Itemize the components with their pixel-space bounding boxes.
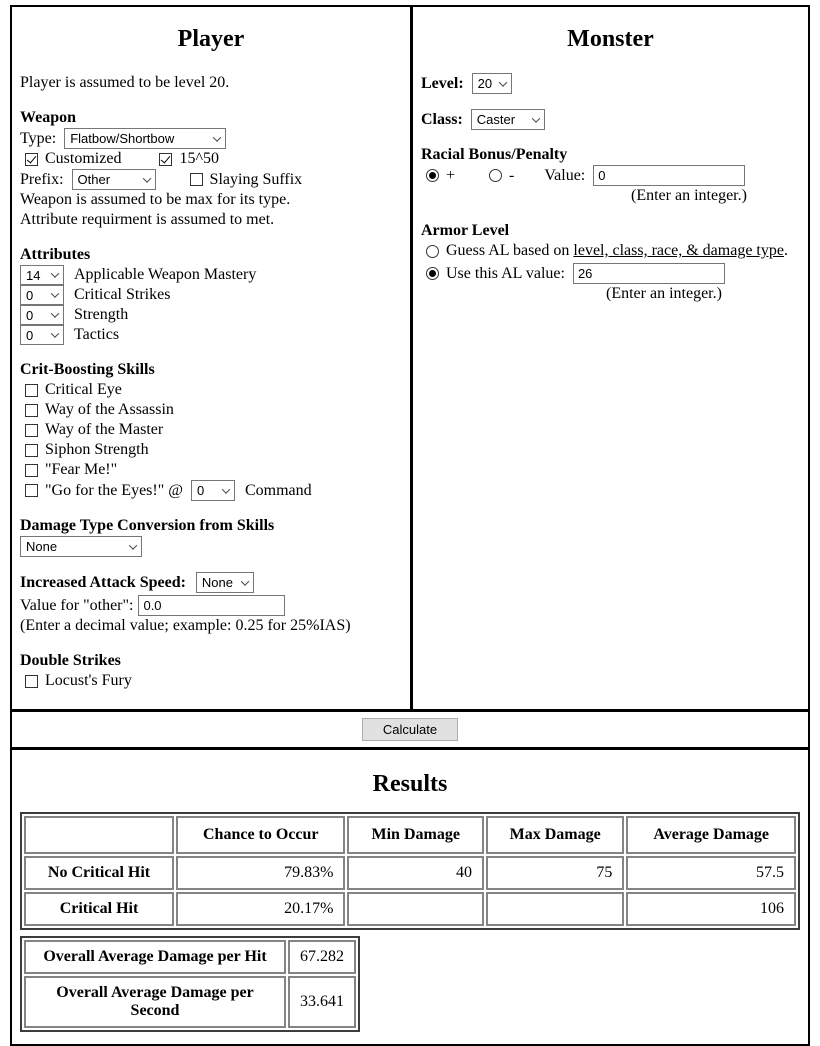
no-crit-avg: 57.5 — [626, 856, 796, 890]
crit-skill-row — [20, 440, 402, 460]
ias-note: (Enter a decimal value; example: 0.25 for 25%IAS) — [20, 617, 351, 634]
attribute-row — [20, 265, 402, 285]
locusts-fury-row — [20, 671, 402, 691]
monster-panel — [413, 7, 808, 709]
table-row — [24, 892, 796, 926]
chevron-down-icon — [241, 577, 249, 585]
attribute-row — [20, 285, 402, 305]
armor-use-radio[interactable] — [426, 267, 439, 280]
ias-other-input[interactable] — [138, 595, 285, 616]
crit-max — [486, 892, 624, 926]
attribute-row — [20, 305, 402, 325]
chevron-down-icon — [498, 78, 506, 86]
prefix-label: Prefix: — [20, 170, 64, 188]
tactics-select[interactable] — [20, 325, 64, 345]
armor-al-input[interactable] — [573, 263, 725, 284]
results-header-min: Min Damage — [347, 816, 483, 854]
racial-value-input[interactable] — [593, 165, 745, 186]
gfte-rank-select[interactable] — [191, 480, 235, 501]
crit-skill-row — [20, 380, 402, 400]
critical-eye-label: Critical Eye — [45, 381, 122, 398]
strength-label: Strength — [74, 306, 129, 323]
slaying-suffix-label: Slaying Suffix — [209, 170, 303, 188]
ias-other-row — [20, 595, 402, 616]
gfte-command-label: Command — [244, 481, 312, 499]
chevron-down-icon — [222, 485, 230, 493]
results-section — [12, 770, 808, 1044]
critical-strikes-label: Critical Strikes — [74, 286, 171, 303]
ias-row — [20, 572, 402, 593]
attributes-heading: Attributes — [20, 246, 91, 263]
racial-heading: Racial Bonus/Penalty — [421, 146, 568, 163]
results-header-empty — [24, 816, 174, 854]
overall-per-second-value: 33.641 — [288, 976, 356, 1028]
no-crit-chance: 79.83% — [176, 856, 345, 890]
ias-value: None — [201, 574, 233, 590]
player-title: Player — [177, 26, 245, 52]
no-crit-label: No Critical Hit — [24, 856, 174, 890]
results-title: Results — [372, 771, 448, 797]
double-strikes-heading: Double Strikes — [20, 652, 121, 669]
no-crit-min: 40 — [347, 856, 483, 890]
weapon-max-note: Weapon is assumed to be max for its type. — [20, 191, 291, 208]
damage-conversion-heading: Damage Type Conversion from Skills — [20, 517, 275, 534]
monster-level-label: Level: — [421, 74, 464, 92]
weapon-heading: Weapon — [20, 109, 77, 126]
ias-select[interactable] — [196, 572, 254, 593]
monster-title: Monster — [567, 26, 654, 52]
gfte-row — [20, 480, 402, 501]
monster-level-select[interactable] — [472, 73, 512, 94]
customized-checkbox[interactable] — [25, 153, 38, 166]
overall-per-hit-value: 67.282 — [288, 940, 356, 974]
damage-conversion-select[interactable] — [20, 536, 142, 557]
armor-guess-text — [446, 241, 788, 261]
crit-boosting-heading: Crit-Boosting Skills — [20, 361, 155, 378]
no-crit-max: 75 — [486, 856, 624, 890]
chevron-down-icon — [142, 174, 150, 182]
crit-avg: 106 — [626, 892, 796, 926]
crit-min — [347, 892, 483, 926]
monster-level-value: 20 — [477, 75, 493, 91]
table-row — [24, 856, 796, 890]
crit-skill-row — [20, 460, 402, 480]
fifteen-fifty-checkbox[interactable] — [159, 153, 172, 166]
way-of-assassin-checkbox[interactable] — [25, 404, 38, 417]
overall-per-hit-label: Overall Average Damage per Hit — [24, 940, 286, 974]
racial-plus-label: + — [446, 166, 456, 184]
siphon-strength-checkbox[interactable] — [25, 444, 38, 457]
armor-guess-prefix: Guess AL based on — [446, 242, 574, 259]
player-level-note: Player is assumed to be level 20. — [20, 74, 230, 91]
customized-label: Customized — [45, 150, 122, 167]
table-row — [24, 940, 356, 974]
crit-skill-row — [20, 400, 402, 420]
weapon-mastery-value: 14 — [26, 267, 41, 283]
crit-label: Critical Hit — [24, 892, 174, 926]
weapon-type-label: Type: — [20, 129, 57, 147]
results-header-row — [24, 816, 796, 854]
go-for-the-eyes-checkbox[interactable] — [25, 484, 38, 497]
way-of-master-label: Way of the Master — [45, 421, 164, 438]
armor-use-label: Use this AL value: — [446, 264, 565, 282]
chevron-down-icon — [51, 309, 59, 317]
racial-row — [421, 165, 800, 186]
critical-strikes-select[interactable] — [20, 285, 64, 305]
calculate-button[interactable]: Calculate — [362, 718, 458, 741]
weapon-type-value: Flatbow/Shortbow — [70, 130, 175, 146]
weapon-type-row — [20, 128, 402, 149]
armor-integer-note: (Enter an integer.) — [606, 285, 722, 302]
racial-plus-radio[interactable] — [426, 169, 439, 182]
monster-class-select[interactable] — [471, 109, 545, 130]
armor-use-row — [421, 263, 800, 284]
strength-value: 0 — [26, 307, 34, 323]
calculator-page — [10, 5, 810, 1046]
fear-me-label: "Fear Me!" — [45, 461, 118, 478]
armor-guess-link[interactable]: level, class, race, & damage type — [573, 242, 784, 259]
chevron-down-icon — [129, 541, 137, 549]
top-row — [12, 7, 808, 709]
monster-class-label: Class: — [421, 110, 463, 128]
monster-class-value: Caster — [476, 111, 516, 127]
weapon-type-select[interactable] — [64, 128, 226, 149]
fear-me-checkbox[interactable] — [25, 464, 38, 477]
armor-guess-radio[interactable] — [426, 245, 439, 258]
prefix-value: Other — [77, 171, 111, 187]
chevron-down-icon — [532, 114, 540, 122]
racial-integer-note: (Enter an integer.) — [631, 187, 747, 204]
ias-label: Increased Attack Speed: — [20, 573, 186, 591]
chevron-down-icon — [51, 269, 59, 277]
weapon-mastery-select[interactable] — [20, 265, 64, 285]
overall-table — [20, 936, 360, 1032]
tactics-value: 0 — [26, 327, 34, 343]
racial-value-label: Value: — [544, 166, 586, 184]
crit-skill-row — [20, 420, 402, 440]
weapon-req-note: Attribute requirment is assumed to met. — [20, 211, 275, 228]
monster-level-row — [421, 73, 800, 94]
damage-conversion-row — [20, 536, 402, 557]
player-panel — [12, 7, 413, 709]
gfte-rank-value: 0 — [196, 482, 205, 498]
slaying-suffix-checkbox[interactable] — [190, 173, 203, 186]
prefix-row — [20, 169, 402, 190]
locusts-fury-label: Locust's Fury — [45, 672, 132, 689]
fifteen-fifty-label: 15^50 — [179, 150, 219, 167]
results-header-avg: Average Damage — [626, 816, 796, 854]
critical-eye-checkbox[interactable] — [25, 384, 38, 397]
results-header-max: Max Damage — [486, 816, 624, 854]
calculate-row — [12, 709, 808, 750]
armor-guess-period: . — [783, 242, 788, 259]
overall-per-second-label: Overall Average Damage per Second — [24, 976, 286, 1028]
attribute-row — [20, 325, 402, 345]
locusts-fury-checkbox[interactable] — [25, 675, 38, 688]
tactics-label: Tactics — [74, 326, 120, 343]
way-of-assassin-label: Way of the Assassin — [45, 401, 174, 418]
critical-strikes-value: 0 — [26, 287, 34, 303]
table-row — [24, 976, 356, 1028]
damage-conversion-value: None — [26, 538, 58, 554]
racial-minus-radio[interactable] — [489, 169, 502, 182]
armor-guess-row — [421, 241, 800, 261]
strength-select[interactable] — [20, 305, 64, 325]
crit-chance: 20.17% — [176, 892, 345, 926]
racial-minus-label: - — [509, 166, 515, 184]
chevron-down-icon — [51, 329, 59, 337]
chevron-down-icon — [213, 133, 221, 141]
way-of-master-checkbox[interactable] — [25, 424, 38, 437]
results-header-chance: Chance to Occur — [176, 816, 345, 854]
chevron-down-icon — [51, 289, 59, 297]
ias-other-label: Value for "other": — [20, 596, 134, 614]
armor-level-heading: Armor Level — [421, 222, 510, 239]
siphon-strength-label: Siphon Strength — [45, 441, 149, 458]
results-table — [20, 812, 800, 930]
prefix-select[interactable] — [72, 169, 156, 190]
monster-class-row — [421, 109, 800, 130]
weapon-checkbox-row — [20, 149, 402, 169]
go-for-the-eyes-label: "Go for the Eyes!" @ — [45, 481, 183, 499]
weapon-mastery-label: Applicable Weapon Mastery — [74, 266, 257, 283]
